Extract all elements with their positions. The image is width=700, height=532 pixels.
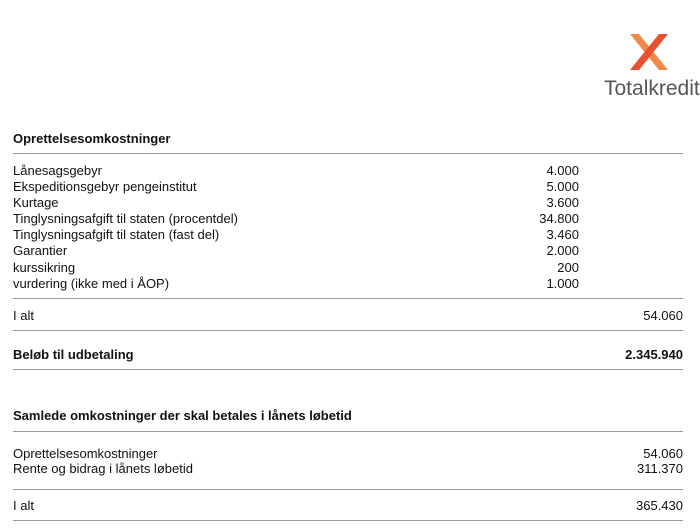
cost-label: Ekspeditionsgebyr pengeinstitut <box>13 179 197 194</box>
cost-row <box>13 260 683 276</box>
cost-label: Oprettelsesomkostninger <box>13 446 158 461</box>
cost-row <box>13 195 683 211</box>
cost-label: vurdering (ikke med i ÅOP) <box>13 276 170 291</box>
cost-value: 311.370 <box>636 461 683 476</box>
total-row <box>13 498 683 514</box>
cost-row <box>13 461 683 477</box>
total-label: I alt <box>13 308 34 323</box>
cost-label: Lånesagsgebyr <box>13 163 102 178</box>
divider <box>13 520 683 521</box>
cost-row <box>13 276 683 292</box>
x-mark-icon <box>626 30 672 74</box>
payout-row <box>13 347 683 363</box>
payout-label: Beløb til udbetaling <box>13 347 134 362</box>
cost-value: 4.000 <box>546 163 579 178</box>
divider <box>13 489 683 490</box>
cost-label: Garantier <box>13 243 68 258</box>
cost-label: kurssikring <box>13 260 76 275</box>
cost-label: Kurtage <box>13 195 59 210</box>
section-title-lifetime: Samlede omkostninger der skal betales i lånets løbetid <box>13 408 352 423</box>
cost-row <box>13 243 683 259</box>
total-label: I alt <box>13 498 34 513</box>
totalkredit-logo <box>600 30 700 102</box>
total-row <box>13 308 683 324</box>
cost-row <box>13 163 683 179</box>
divider <box>13 298 683 299</box>
payout-value: 2.345.940 <box>625 347 683 362</box>
cost-row <box>13 227 683 243</box>
total-value: 365.430 <box>636 498 683 513</box>
divider <box>13 330 683 331</box>
divider <box>13 153 683 154</box>
cost-value: 3.460 <box>546 227 579 242</box>
divider <box>13 369 683 370</box>
logo-text: Totalkredit <box>604 77 700 100</box>
cost-row <box>13 446 683 462</box>
cost-value: 5.000 <box>546 179 579 194</box>
cost-value: 34.800 <box>539 211 579 226</box>
cost-value: 200 <box>557 260 579 275</box>
total-value: 54.060 <box>643 308 683 323</box>
cost-label: Rente og bidrag i lånets løbetid <box>13 461 193 476</box>
cost-value: 54.060 <box>643 446 683 461</box>
cost-label: Tinglysningsafgift til staten (fast del) <box>13 227 220 242</box>
cost-value: 1.000 <box>546 276 579 291</box>
cost-label: Tinglysningsafgift til staten (procentdel) <box>13 211 238 226</box>
cost-value: 2.000 <box>546 243 579 258</box>
cost-row <box>13 211 683 227</box>
section-title-establishment: Oprettelsesomkostninger <box>13 131 171 146</box>
divider <box>13 431 683 432</box>
cost-row <box>13 179 683 195</box>
cost-value: 3.600 <box>546 195 579 210</box>
